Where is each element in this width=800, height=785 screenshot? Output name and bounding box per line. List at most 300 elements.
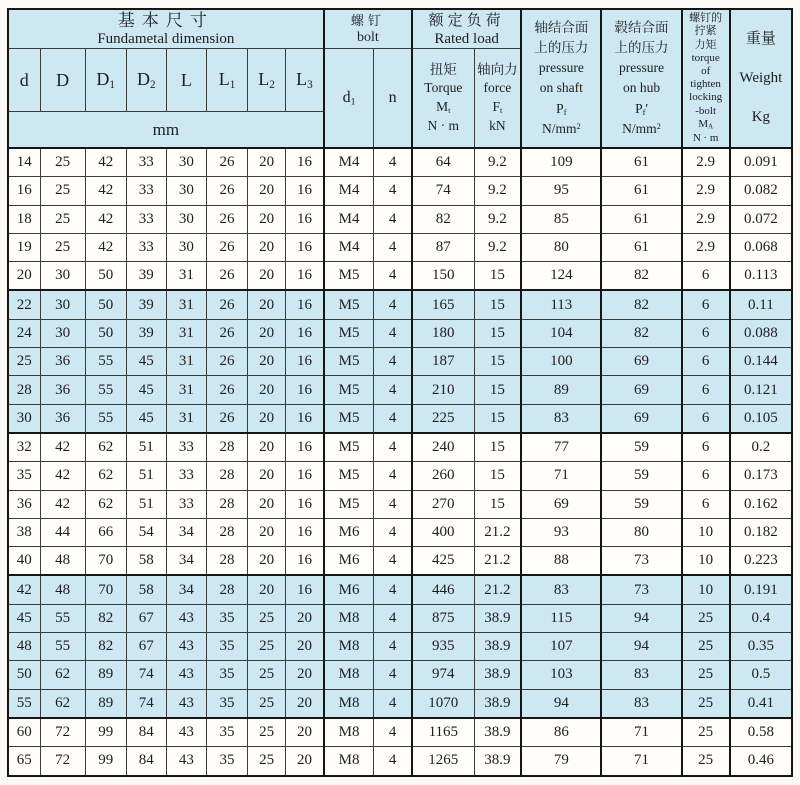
cell-D: 62 (40, 689, 85, 718)
cell-bolt-n: 4 (374, 205, 412, 233)
cell-L2: 20 (248, 177, 286, 205)
header-col-D: D (40, 49, 85, 112)
table-row (8, 376, 792, 404)
header-col-D2: $D_2$ (126, 49, 166, 112)
cell-D: 30 (40, 290, 85, 319)
cell-pressure-shaft: 104 (521, 319, 601, 347)
cell-pressure-shaft: 103 (521, 661, 601, 689)
cell-torque: 82 (412, 205, 474, 233)
cell-weight: 0.4 (730, 604, 792, 632)
table-row (8, 661, 792, 689)
table-row (8, 490, 792, 518)
cell-D: 55 (40, 633, 85, 661)
cell-d: 20 (8, 262, 40, 291)
cell-bolt-n: 4 (374, 262, 412, 291)
cell-L1: 26 (206, 205, 247, 233)
header-basic-dimension-en: Fundametal dimension (97, 31, 235, 48)
cell-L1: 35 (206, 633, 247, 661)
cell-axial-force: 15 (474, 376, 521, 404)
cell-pressure-hub: 82 (601, 319, 681, 347)
cell-L3: 16 (286, 177, 324, 205)
cell-axial-force: 38.9 (474, 747, 521, 776)
cell-L3: 20 (286, 747, 324, 776)
cell-axial-force: 15 (474, 433, 521, 462)
header-col-D1: $D_1$ (85, 49, 126, 112)
cell-L1: 26 (206, 233, 247, 261)
cell-bolt-n: 4 (374, 404, 412, 433)
cell-torque: 270 (412, 490, 474, 518)
cell-D1: 55 (85, 404, 126, 433)
cell-D2: 51 (126, 462, 166, 490)
cell-D: 62 (40, 661, 85, 689)
cell-L: 33 (166, 490, 206, 518)
header-rated-load-en: Rated load (434, 30, 499, 47)
cell-D: 36 (40, 404, 85, 433)
cell-L3: 16 (286, 404, 324, 433)
cell-D2: 58 (126, 575, 166, 604)
cell-tighten-torque: 25 (682, 747, 730, 776)
cell-weight: 0.2 (730, 433, 792, 462)
cell-pressure-hub: 82 (601, 290, 681, 319)
cell-bolt-d1: M6 (324, 575, 374, 604)
cell-bolt-n: 4 (374, 233, 412, 261)
cell-torque: 225 (412, 404, 474, 433)
cell-torque: 64 (412, 148, 474, 177)
cell-D2: 84 (126, 718, 166, 747)
cell-weight: 0.182 (730, 518, 792, 546)
cell-L1: 26 (206, 290, 247, 319)
cell-pressure-shaft: 115 (521, 604, 601, 632)
table-row (8, 462, 792, 490)
cell-axial-force: 15 (474, 404, 521, 433)
cell-bolt-n: 4 (374, 148, 412, 177)
cell-L: 43 (166, 718, 206, 747)
header-weight: 重量 Weight Kg (730, 9, 792, 148)
cell-L2: 25 (248, 633, 286, 661)
cell-L1: 26 (206, 348, 247, 376)
cell-torque: 165 (412, 290, 474, 319)
cell-bolt-d1: M5 (324, 433, 374, 462)
header-pressure-on-shaft: 轴结合面 上的压力 pressure on shaft $P_f$ $N/mm^2$ (521, 9, 601, 148)
cell-d: 19 (8, 233, 40, 261)
cell-pressure-hub: 61 (601, 148, 681, 177)
cell-L: 43 (166, 689, 206, 718)
cell-torque: 1265 (412, 747, 474, 776)
header-col-d1: $d_1$ (324, 49, 374, 149)
cell-axial-force: 21.2 (474, 547, 521, 576)
cell-L: 33 (166, 462, 206, 490)
cell-L3: 20 (286, 633, 324, 661)
cell-bolt-d1: M8 (324, 633, 374, 661)
cell-torque: 1165 (412, 718, 474, 747)
cell-D1: 82 (85, 604, 126, 632)
cell-tighten-torque: 25 (682, 718, 730, 747)
cell-pressure-shaft: 93 (521, 518, 601, 546)
cell-D1: 42 (85, 148, 126, 177)
cell-D: 55 (40, 604, 85, 632)
cell-d: 30 (8, 404, 40, 433)
cell-L3: 16 (286, 490, 324, 518)
cell-d: 28 (8, 376, 40, 404)
cell-D2: 33 (126, 177, 166, 205)
cell-L1: 26 (206, 148, 247, 177)
table-row (8, 404, 792, 433)
cell-D1: 82 (85, 633, 126, 661)
cell-L1: 28 (206, 433, 247, 462)
cell-L2: 20 (248, 433, 286, 462)
cell-torque: 210 (412, 376, 474, 404)
cell-d: 42 (8, 575, 40, 604)
cell-D: 30 (40, 262, 85, 291)
cell-torque: 1070 (412, 689, 474, 718)
cell-D: 48 (40, 575, 85, 604)
cell-tighten-torque: 25 (682, 604, 730, 632)
cell-bolt-d1: M5 (324, 319, 374, 347)
cell-d: 22 (8, 290, 40, 319)
cell-D1: 99 (85, 718, 126, 747)
cell-L3: 16 (286, 262, 324, 291)
cell-L3: 20 (286, 718, 324, 747)
cell-pressure-shaft: 69 (521, 490, 601, 518)
cell-weight: 0.35 (730, 633, 792, 661)
cell-D2: 67 (126, 633, 166, 661)
cell-weight: 0.11 (730, 290, 792, 319)
cell-L: 31 (166, 376, 206, 404)
cell-weight: 0.173 (730, 462, 792, 490)
cell-pressure-hub: 61 (601, 233, 681, 261)
cell-pressure-shaft: 83 (521, 575, 601, 604)
table-row (8, 633, 792, 661)
cell-pressure-hub: 69 (601, 376, 681, 404)
table-row (8, 747, 792, 776)
cell-pressure-shaft: 109 (521, 148, 601, 177)
header-tightening-torque: 螺钉的 拧紧 力矩 torque of tighten locking -bolt $M_A$ N · m (682, 9, 730, 148)
cell-tighten-torque: 2.9 (682, 233, 730, 261)
cell-pressure-hub: 71 (601, 747, 681, 776)
cell-weight: 0.082 (730, 177, 792, 205)
cell-d: 40 (8, 547, 40, 576)
cell-L2: 25 (248, 661, 286, 689)
cell-L3: 16 (286, 575, 324, 604)
cell-weight: 0.41 (730, 689, 792, 718)
cell-L2: 20 (248, 376, 286, 404)
cell-bolt-d1: M8 (324, 604, 374, 632)
cell-D2: 33 (126, 233, 166, 261)
cell-torque: 974 (412, 661, 474, 689)
cell-bolt-n: 4 (374, 348, 412, 376)
cell-tighten-torque: 10 (682, 547, 730, 576)
cell-L1: 35 (206, 718, 247, 747)
cell-D: 48 (40, 547, 85, 576)
cell-L: 30 (166, 205, 206, 233)
table-header (8, 9, 792, 148)
cell-pressure-hub: 61 (601, 177, 681, 205)
cell-bolt-d1: M6 (324, 547, 374, 576)
header-col-torque: 扭矩 Torque $M_t$ N · m (412, 49, 474, 149)
cell-L2: 25 (248, 718, 286, 747)
cell-pressure-hub: 59 (601, 433, 681, 462)
cell-L1: 35 (206, 604, 247, 632)
cell-pressure-shaft: 79 (521, 747, 601, 776)
cell-L2: 20 (248, 205, 286, 233)
cell-pressure-shaft: 71 (521, 462, 601, 490)
cell-axial-force: 15 (474, 262, 521, 291)
cell-d: 45 (8, 604, 40, 632)
cell-weight: 0.223 (730, 547, 792, 576)
cell-pressure-shaft: 83 (521, 404, 601, 433)
cell-L3: 16 (286, 319, 324, 347)
cell-d: 24 (8, 319, 40, 347)
cell-D1: 42 (85, 205, 126, 233)
cell-D2: 74 (126, 689, 166, 718)
header-col-axial-force: 轴向力 force $F_t$ kN (474, 49, 521, 149)
cell-L: 30 (166, 148, 206, 177)
cell-D: 72 (40, 718, 85, 747)
cell-weight: 0.58 (730, 718, 792, 747)
cell-bolt-d1: M5 (324, 404, 374, 433)
cell-bolt-n: 4 (374, 177, 412, 205)
cell-axial-force: 38.9 (474, 689, 521, 718)
cell-L: 30 (166, 177, 206, 205)
cell-axial-force: 38.9 (474, 633, 521, 661)
table-row (8, 604, 792, 632)
cell-d: 32 (8, 433, 40, 462)
table-row (8, 290, 792, 319)
cell-L2: 20 (248, 233, 286, 261)
cell-d: 48 (8, 633, 40, 661)
cell-L1: 26 (206, 404, 247, 433)
cell-torque: 150 (412, 262, 474, 291)
cell-pressure-hub: 61 (601, 205, 681, 233)
cell-pressure-shaft: 107 (521, 633, 601, 661)
cell-L: 34 (166, 518, 206, 546)
cell-bolt-d1: M8 (324, 689, 374, 718)
cell-D2: 67 (126, 604, 166, 632)
header-bolt (324, 9, 412, 49)
cell-torque: 446 (412, 575, 474, 604)
cell-bolt-d1: M4 (324, 205, 374, 233)
cell-D: 36 (40, 348, 85, 376)
cell-L1: 28 (206, 462, 247, 490)
cell-D: 25 (40, 233, 85, 261)
cell-torque: 400 (412, 518, 474, 546)
cell-bolt-d1: M8 (324, 661, 374, 689)
cell-L1: 35 (206, 689, 247, 718)
cell-L1: 28 (206, 490, 247, 518)
cell-bolt-n: 4 (374, 462, 412, 490)
cell-L: 31 (166, 404, 206, 433)
cell-tighten-torque: 6 (682, 490, 730, 518)
cell-L: 34 (166, 575, 206, 604)
cell-pressure-hub: 94 (601, 604, 681, 632)
cell-L: 43 (166, 633, 206, 661)
cell-pressure-hub: 94 (601, 633, 681, 661)
cell-D1: 42 (85, 177, 126, 205)
cell-D2: 51 (126, 490, 166, 518)
cell-L1: 35 (206, 661, 247, 689)
cell-bolt-d1: M5 (324, 376, 374, 404)
cell-bolt-d1: M5 (324, 290, 374, 319)
cell-L2: 20 (248, 575, 286, 604)
cell-L3: 16 (286, 205, 324, 233)
cell-pressure-shaft: 94 (521, 689, 601, 718)
table-row (8, 575, 792, 604)
cell-weight: 0.068 (730, 233, 792, 261)
cell-D: 42 (40, 490, 85, 518)
cell-weight: 0.162 (730, 490, 792, 518)
cell-D2: 84 (126, 747, 166, 776)
cell-weight: 0.5 (730, 661, 792, 689)
cell-tighten-torque: 25 (682, 689, 730, 718)
cell-d: 38 (8, 518, 40, 546)
cell-d: 36 (8, 490, 40, 518)
cell-L: 31 (166, 262, 206, 291)
cell-torque: 935 (412, 633, 474, 661)
cell-pressure-hub: 73 (601, 547, 681, 576)
cell-L3: 16 (286, 348, 324, 376)
cell-D2: 51 (126, 433, 166, 462)
cell-tighten-torque: 6 (682, 404, 730, 433)
cell-pressure-shaft: 89 (521, 376, 601, 404)
cell-D1: 55 (85, 348, 126, 376)
cell-axial-force: 9.2 (474, 148, 521, 177)
cell-torque: 875 (412, 604, 474, 632)
cell-L3: 16 (286, 148, 324, 177)
cell-L2: 25 (248, 747, 286, 776)
table-row (8, 205, 792, 233)
cell-torque: 74 (412, 177, 474, 205)
cell-pressure-hub: 73 (601, 575, 681, 604)
cell-D2: 39 (126, 262, 166, 291)
cell-d: 50 (8, 661, 40, 689)
cell-pressure-hub: 59 (601, 490, 681, 518)
cell-pressure-hub: 82 (601, 262, 681, 291)
cell-D1: 50 (85, 262, 126, 291)
table-row (8, 547, 792, 576)
cell-D2: 45 (126, 348, 166, 376)
cell-pressure-hub: 71 (601, 718, 681, 747)
cell-bolt-n: 4 (374, 747, 412, 776)
cell-d: 18 (8, 205, 40, 233)
cell-D2: 58 (126, 547, 166, 576)
cell-L1: 26 (206, 319, 247, 347)
cell-D: 25 (40, 177, 85, 205)
cell-bolt-n: 4 (374, 518, 412, 546)
cell-L2: 20 (248, 319, 286, 347)
cell-pressure-hub: 83 (601, 661, 681, 689)
cell-L1: 35 (206, 747, 247, 776)
cell-L2: 20 (248, 290, 286, 319)
cell-pressure-shaft: 124 (521, 262, 601, 291)
table-row (8, 262, 792, 291)
cell-tighten-torque: 2.9 (682, 205, 730, 233)
cell-L3: 16 (286, 433, 324, 462)
cell-L2: 20 (248, 462, 286, 490)
header-bolt-en: bolt (356, 29, 379, 45)
cell-torque: 425 (412, 547, 474, 576)
cell-L3: 16 (286, 233, 324, 261)
table-row (8, 319, 792, 347)
cell-d: 25 (8, 348, 40, 376)
cell-torque: 87 (412, 233, 474, 261)
table-row (8, 689, 792, 718)
cell-L3: 16 (286, 462, 324, 490)
cell-D1: 55 (85, 376, 126, 404)
cell-L2: 20 (248, 518, 286, 546)
header-pressure-on-hub: 毂结合面 上的压力 pressure on hub $P_f'$ $N/mm^2$ (601, 9, 681, 148)
cell-axial-force: 21.2 (474, 575, 521, 604)
header-basic-dimension-zh: 基本尺寸 (117, 11, 214, 31)
table-row (8, 148, 792, 177)
cell-torque: 187 (412, 348, 474, 376)
cell-bolt-n: 4 (374, 604, 412, 632)
cell-axial-force: 21.2 (474, 518, 521, 546)
cell-d: 60 (8, 718, 40, 747)
cell-tighten-torque: 10 (682, 575, 730, 604)
cell-D1: 50 (85, 319, 126, 347)
cell-D2: 33 (126, 205, 166, 233)
cell-torque: 180 (412, 319, 474, 347)
cell-D: 42 (40, 433, 85, 462)
cell-weight: 0.46 (730, 747, 792, 776)
cell-weight: 0.113 (730, 262, 792, 291)
cell-D: 44 (40, 518, 85, 546)
cell-L: 43 (166, 661, 206, 689)
table-row (8, 718, 792, 747)
cell-L: 43 (166, 747, 206, 776)
cell-pressure-shaft: 86 (521, 718, 601, 747)
cell-D2: 54 (126, 518, 166, 546)
cell-bolt-d1: M5 (324, 348, 374, 376)
cell-weight: 0.091 (730, 148, 792, 177)
cell-bolt-n: 4 (374, 433, 412, 462)
cell-tighten-torque: 6 (682, 462, 730, 490)
header-basic-dimension (8, 9, 324, 49)
cell-axial-force: 9.2 (474, 233, 521, 261)
cell-bolt-n: 4 (374, 319, 412, 347)
cell-pressure-hub: 69 (601, 404, 681, 433)
cell-weight: 0.088 (730, 319, 792, 347)
table-row (8, 433, 792, 462)
cell-D: 25 (40, 148, 85, 177)
cell-pressure-shaft: 80 (521, 233, 601, 261)
cell-tighten-torque: 6 (682, 433, 730, 462)
cell-pressure-shaft: 77 (521, 433, 601, 462)
cell-bolt-n: 4 (374, 547, 412, 576)
cell-d: 65 (8, 747, 40, 776)
cell-torque: 240 (412, 433, 474, 462)
cell-L2: 20 (248, 547, 286, 576)
cell-weight: 0.121 (730, 376, 792, 404)
cell-bolt-d1: M5 (324, 490, 374, 518)
cell-tighten-torque: 10 (682, 518, 730, 546)
cell-D1: 70 (85, 547, 126, 576)
cell-pressure-hub: 69 (601, 348, 681, 376)
cell-D: 30 (40, 319, 85, 347)
cell-L: 34 (166, 547, 206, 576)
cell-pressure-shaft: 100 (521, 348, 601, 376)
header-col-L1: $L_1$ (206, 49, 247, 112)
cell-L2: 20 (248, 262, 286, 291)
header-rated-load-zh: 额定负荷 (428, 12, 505, 29)
cell-L3: 16 (286, 290, 324, 319)
cell-D2: 33 (126, 148, 166, 177)
cell-L: 31 (166, 319, 206, 347)
cell-pressure-shaft: 113 (521, 290, 601, 319)
cell-axial-force: 38.9 (474, 604, 521, 632)
cell-L3: 16 (286, 518, 324, 546)
table-row (8, 177, 792, 205)
